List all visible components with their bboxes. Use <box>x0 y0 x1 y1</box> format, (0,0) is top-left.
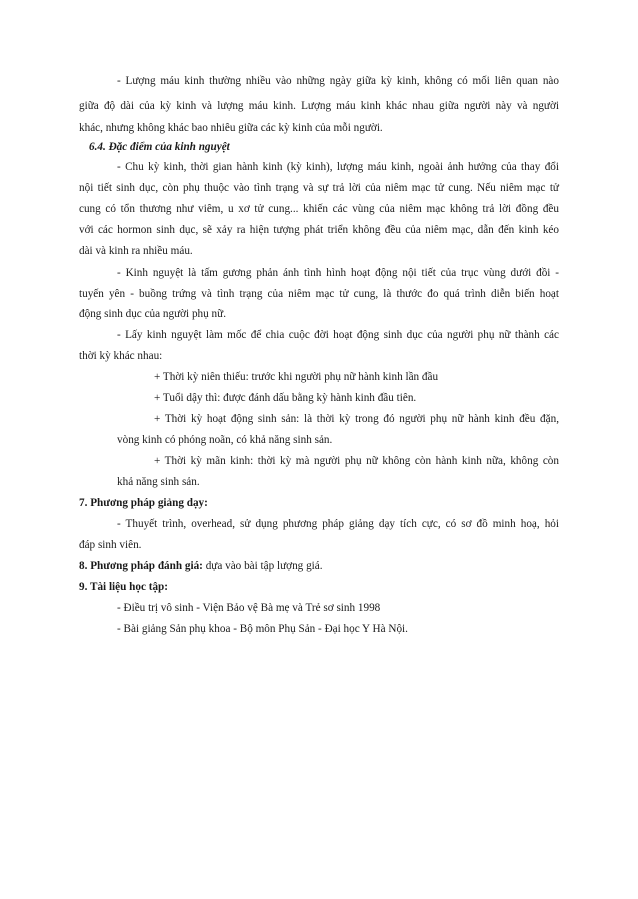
paragraph-line: đáp sinh viên. <box>79 539 142 551</box>
paragraph-line: cung có tổn thương như viêm, u xơ tử cung... khiến các vùng của niêm mạc không trả lời đồng đều <box>79 203 559 215</box>
list-item: + Thời kỳ mãn kinh: thời kỳ mà người phụ nữ không còn hành kinh nữa, không còn <box>154 455 559 467</box>
paragraph-line: động sinh dục của người phụ nữ. <box>79 308 226 320</box>
paragraph-line: dài và kinh ra nhiều máu. <box>79 245 193 257</box>
paragraph-line: giữa độ dài của kỳ kinh và lượng máu kinh. Lượng máu kinh khác nhau giữa người này và người <box>79 100 559 112</box>
section-8-text: dựa vào bài tập lượng giá. <box>202 560 323 572</box>
list-item-continuation: khả năng sinh sản. <box>117 476 200 488</box>
paragraph-line: - Lấy kinh nguyệt làm mốc để chia cuộc đời hoạt động sinh dục của người phụ nữ thành các <box>117 329 559 341</box>
section-heading-9: 9. Tài liệu học tập: <box>79 581 168 593</box>
paragraph-line: - Chu kỳ kinh, thời gian hành kinh (kỳ kinh), lượng máu kinh, ngoài ảnh hưởng của thay đổi <box>117 161 559 173</box>
paragraph-line: khác, nhưng không khác bao nhiêu giữa các kỳ kinh của mỗi người. <box>79 122 383 134</box>
paragraph-line: - Lượng máu kinh thường nhiều vào những ngày giữa kỳ kinh, không có mối liên quan nào <box>117 75 559 87</box>
section-8-line <box>79 559 323 573</box>
paragraph-line: nội tiết sinh dục, còn phụ thuộc vào tình trạng và sự trả lời của niêm mạc tử cung. Nếu niêm mạc tử <box>79 182 559 194</box>
list-item: + Thời kỳ niên thiếu: trước khi người phụ nữ hành kinh lần đầu <box>154 371 439 383</box>
section-heading-8: 8. Phương pháp đánh giá: <box>79 560 203 572</box>
list-item: + Tuổi dậy thì: được đánh dấu bằng kỳ hành kinh đầu tiên. <box>154 392 417 404</box>
list-item-continuation: vòng kinh có phóng noãn, có khả năng sinh sản. <box>117 434 333 446</box>
paragraph-line: tuyến yên - buồng trứng và tình trạng của niêm mạc tử cung, là thước đo quá trình diễn biến hoạt <box>79 288 559 300</box>
section-heading-7: 7. Phương pháp giảng dạy: <box>79 497 208 509</box>
paragraph-line: - Thuyết trình, overhead, sử dụng phương pháp giảng dạy tích cực, có sơ đồ minh hoạ, hỏi <box>117 518 559 530</box>
paragraph-line: với các hormon sinh dục, sẽ xảy ra hiện tượng phát triển không đều của niêm mạc, dẫn đến kinh kéo <box>79 224 559 236</box>
paragraph-line: - Kinh nguyệt là tấm gương phản ánh tình hình hoạt động nội tiết của trục vùng dưới đồi - <box>117 267 559 279</box>
paragraph-line: thời kỳ khác nhau: <box>79 350 163 362</box>
list-item: + Thời kỳ hoạt động sinh sản: là thời kỳ trong đó người phụ nữ hành kinh đều đặn, <box>154 413 559 425</box>
reference-item: - Bài giảng Sản phụ khoa - Bộ môn Phụ Sản - Đại học Y Hà Nội. <box>117 623 408 635</box>
reference-item: - Điều trị vô sinh - Viện Bảo vệ Bà mẹ và Trẻ sơ sinh 1998 <box>117 602 381 614</box>
section-heading-6-4: 6.4. Đặc điểm của kinh nguyệt <box>89 141 230 153</box>
